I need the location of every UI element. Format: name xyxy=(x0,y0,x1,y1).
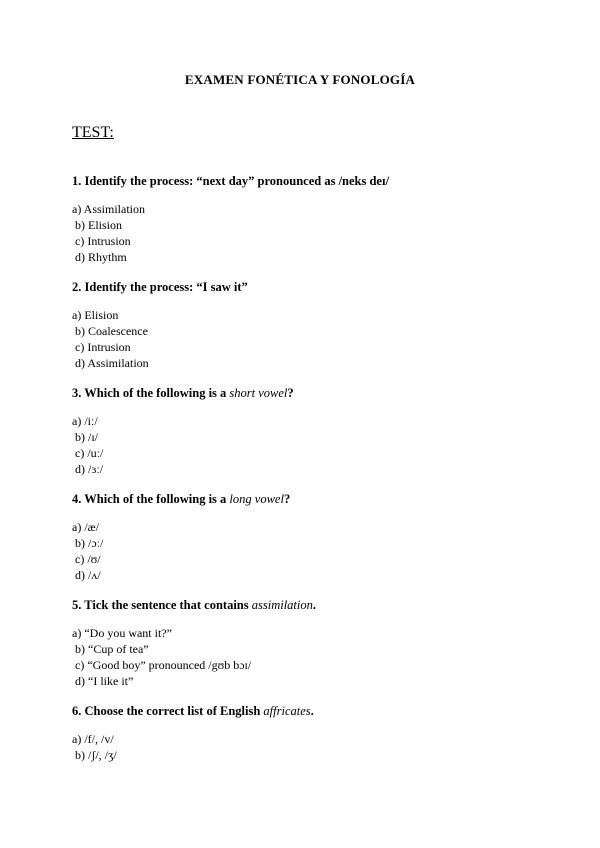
option-3a: a) /iː/ xyxy=(72,414,98,428)
question-text: 4. Which of the following is a xyxy=(72,492,230,506)
question-1 xyxy=(72,174,389,189)
option-1b: b) Elision xyxy=(75,218,122,232)
option-5c: c) “Good boy” pronounced /gʊb bɔɪ/ xyxy=(75,658,252,672)
option-4a: a) /æ/ xyxy=(72,520,99,534)
section-heading: TEST: xyxy=(72,124,114,141)
question-suffix: . xyxy=(310,704,314,718)
option-4c: c) /ʊ/ xyxy=(75,552,101,566)
option-1c: c) Intrusion xyxy=(75,234,131,248)
question-emphasis: long vowel xyxy=(229,492,284,506)
question-suffix: . xyxy=(312,598,316,612)
option-2b: b) Coalescence xyxy=(75,324,148,338)
question-5 xyxy=(72,598,316,613)
question-text: 2. Identify the process: “I saw it” xyxy=(72,280,248,294)
option-6b: b) /ʃ/, /ʒ/ xyxy=(75,748,117,762)
question-suffix: ? xyxy=(283,492,291,506)
question-emphasis: affricates xyxy=(263,704,311,718)
option-1a: a) Assimilation xyxy=(72,202,145,216)
question-emphasis: assimilation xyxy=(251,598,313,612)
option-6a: a) /f/, /v/ xyxy=(72,732,114,746)
option-2d: d) Assimilation xyxy=(75,356,149,370)
question-6 xyxy=(72,704,314,719)
page-title: EXAMEN FONÉTICA Y FONOLOGÍA xyxy=(184,72,416,87)
question-3 xyxy=(72,386,294,401)
option-1d: d) Rhythm xyxy=(75,250,127,264)
option-3b: b) /ɪ/ xyxy=(75,430,98,444)
question-emphasis: short vowel xyxy=(229,386,288,400)
option-2a: a) Elision xyxy=(72,308,119,322)
question-text: 1. Identify the process: “next day” pronounced as /neks deɪ/ xyxy=(72,174,390,188)
question-suffix: ? xyxy=(287,386,294,400)
option-5b: b) “Cup of tea” xyxy=(75,642,149,656)
option-3d: d) /ɜː/ xyxy=(75,462,104,476)
option-5d: d) “I like it” xyxy=(75,674,134,688)
option-2c: c) Intrusion xyxy=(75,340,131,354)
question-text: 6. Choose the correct list of English xyxy=(72,704,264,718)
option-4d: d) /ʌ/ xyxy=(75,568,101,582)
option-4b: b) /ɔː/ xyxy=(75,536,104,550)
question-4 xyxy=(72,492,290,507)
question-2 xyxy=(72,280,248,295)
question-text: 3. Which of the following is a xyxy=(72,386,230,400)
option-3c: c) /uː/ xyxy=(75,446,104,460)
option-5a: a) “Do you want it?” xyxy=(72,626,172,640)
question-text: 5. Tick the sentence that contains xyxy=(72,598,252,612)
